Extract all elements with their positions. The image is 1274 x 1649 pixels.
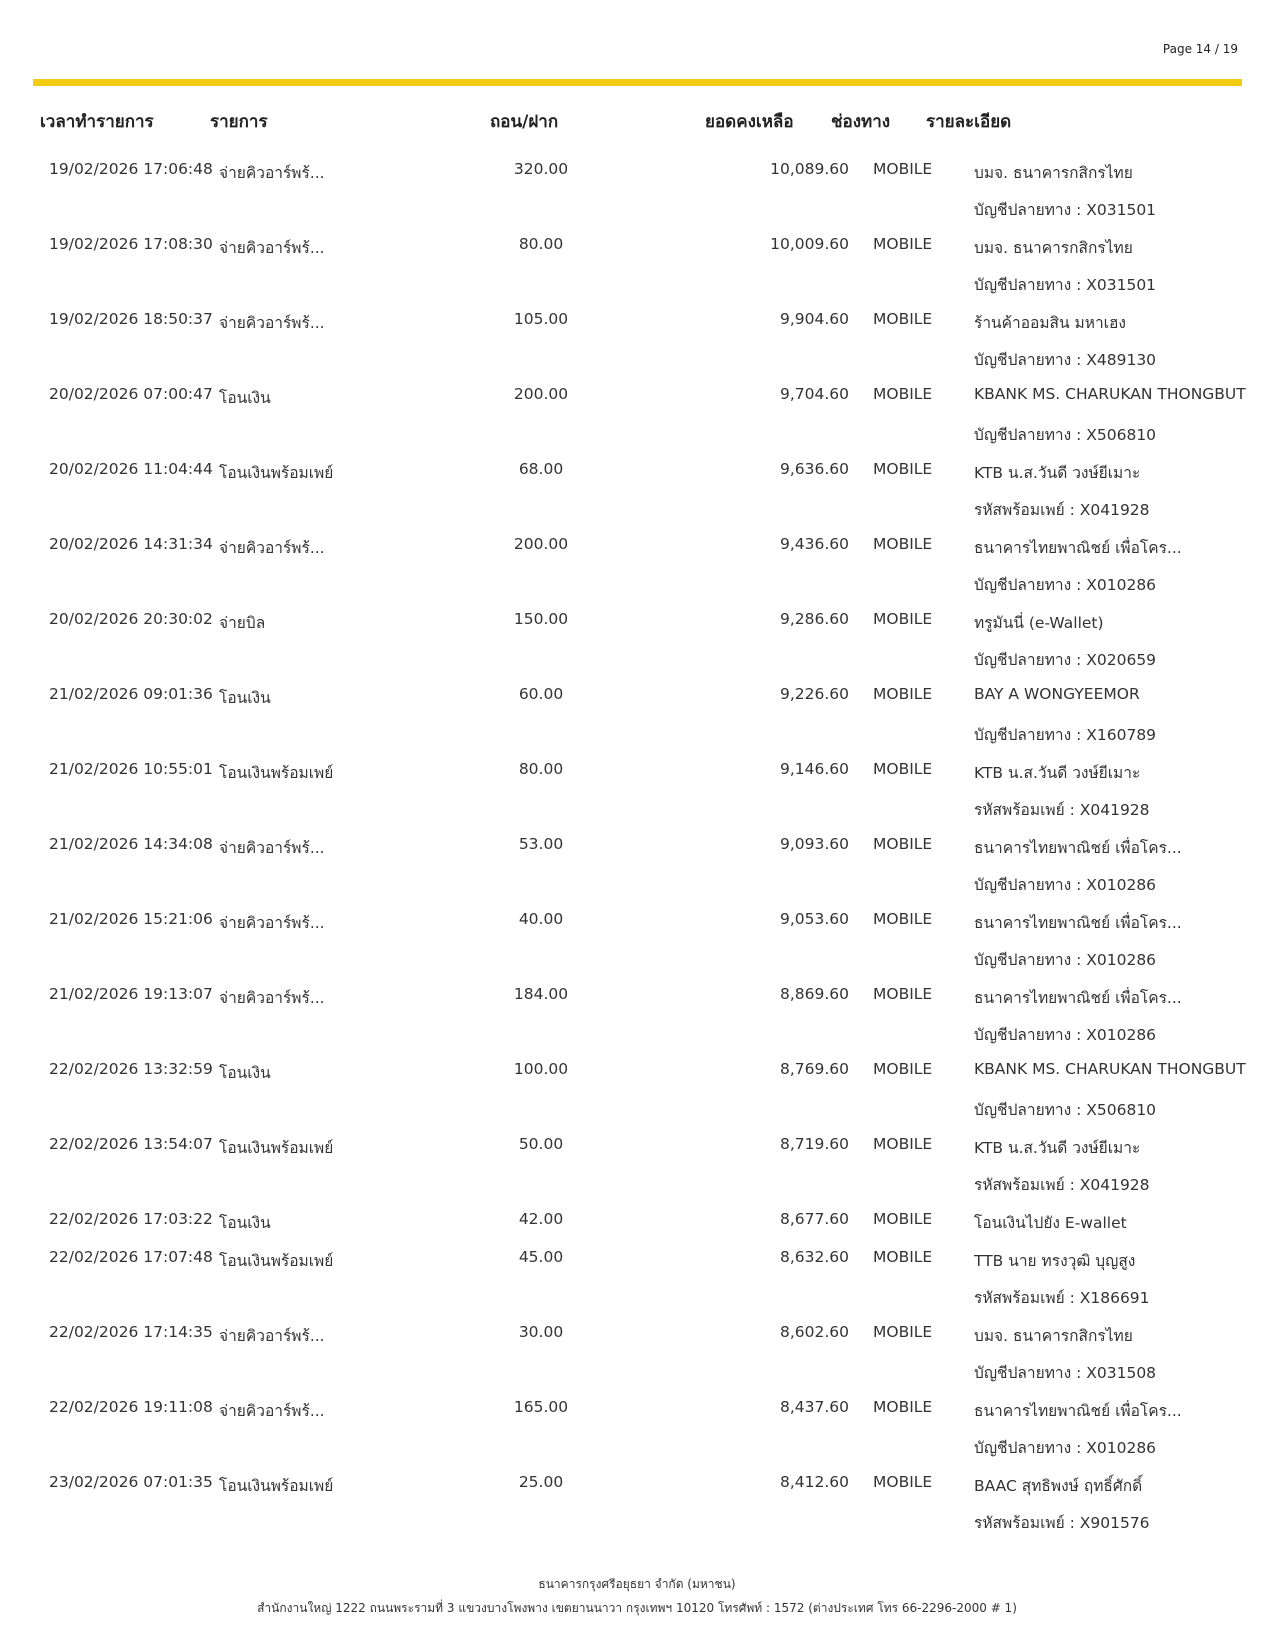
row-detail-account: บัญชีปลายทาง : X489130 [974, 351, 1157, 369]
row-time: 21/02/2026 14:34:08 [49, 835, 213, 853]
row-time: 22/02/2026 17:14:35 [49, 1323, 213, 1341]
header-channel: ช่องทาง [831, 112, 891, 132]
row-channel: MOBILE [873, 685, 933, 703]
row-time: 22/02/2026 17:03:22 [49, 1210, 213, 1228]
row-channel: MOBILE [873, 1060, 933, 1078]
row-detail-account: บัญชีปลายทาง : X506810 [974, 426, 1157, 444]
row-type: โอนเงินพร้อมเพย์ [219, 1477, 334, 1495]
row-channel: MOBILE [873, 535, 933, 553]
row-balance: 8,412.60 [779, 1473, 849, 1491]
row-type: โอนเงินพร้อมเพย์ [219, 464, 334, 482]
table-row [33, 1126, 1242, 1201]
row-channel: MOBILE [873, 760, 933, 778]
row-detail-account: รหัสพร้อมเพย์ : X041928 [974, 1176, 1150, 1194]
row-time: 20/02/2026 14:31:34 [49, 535, 213, 553]
footer-bank-name: ธนาคารกรุงศรีอยุธยา จำกัด (มหาชน) [538, 1577, 736, 1591]
row-balance: 9,053.60 [779, 910, 849, 928]
row-detail: บมจ. ธนาคารกสิกรไทย [974, 239, 1133, 257]
row-channel: MOBILE [873, 310, 933, 328]
row-detail-account: บัญชีปลายทาง : X010286 [974, 576, 1157, 594]
table-row [33, 751, 1242, 826]
row-type: จ่ายคิวอาร์พร้... [219, 839, 325, 857]
row-balance: 9,226.60 [779, 685, 849, 703]
row-detail: KBANK MS. CHARUKAN THONGBUT [974, 1060, 1246, 1078]
row-type: จ่ายคิวอาร์พร้... [219, 1402, 325, 1420]
table-row [33, 226, 1242, 301]
row-amount: 45.00 [518, 1248, 564, 1266]
row-detail: บมจ. ธนาคารกสิกรไทย [974, 1327, 1133, 1345]
row-type: จ่ายคิวอาร์พร้... [219, 989, 325, 1007]
header-balance: ยอดคงเหลือ [705, 112, 794, 132]
row-type: โอนเงิน [219, 1064, 271, 1082]
row-detail: ธนาคารไทยพาณิชย์ เพื่อโคร... [974, 989, 1182, 1007]
row-channel: MOBILE [873, 235, 933, 253]
row-detail: TTB นาย ทรงวุฒิ บุญสูง [974, 1252, 1136, 1270]
row-time: 20/02/2026 11:04:44 [49, 460, 213, 478]
table-row [33, 526, 1242, 601]
table-row [33, 676, 1242, 751]
row-detail: ร้านค้าออมสิน มหาเฮง [974, 314, 1126, 332]
table-row [33, 151, 1242, 226]
row-balance: 9,904.60 [779, 310, 849, 328]
row-time: 22/02/2026 13:32:59 [49, 1060, 213, 1078]
row-type: จ่ายคิวอาร์พร้... [219, 164, 325, 182]
table-row [33, 1314, 1242, 1389]
row-amount: 100.00 [513, 1060, 569, 1078]
row-detail-account: บัญชีปลายทาง : X020659 [974, 651, 1157, 669]
page-number: Page 14 / 19 [1162, 42, 1238, 56]
row-time: 21/02/2026 10:55:01 [49, 760, 213, 778]
row-type: จ่ายคิวอาร์พร้... [219, 539, 325, 557]
table-row [33, 601, 1242, 676]
row-detail-account: บัญชีปลายทาง : X010286 [974, 1026, 1157, 1044]
row-balance: 9,093.60 [779, 835, 849, 853]
row-detail-account: บัญชีปลายทาง : X031508 [974, 1364, 1157, 1382]
table-row [33, 1464, 1242, 1539]
row-channel: MOBILE [873, 610, 933, 628]
table-row [33, 1051, 1246, 1126]
row-time: 20/02/2026 07:00:47 [49, 385, 213, 403]
table-row [33, 301, 1242, 376]
row-time: 19/02/2026 18:50:37 [49, 310, 213, 328]
table-row [33, 826, 1242, 901]
row-detail: ธนาคารไทยพาณิชย์ เพื่อโคร... [974, 539, 1182, 557]
row-balance: 8,719.60 [779, 1135, 849, 1153]
row-detail: KTB น.ส.วันดี วงษ์ยีเมาะ [974, 764, 1141, 782]
row-amount: 320.00 [513, 160, 569, 178]
row-detail: KTB น.ส.วันดี วงษ์ยีเมาะ [974, 464, 1141, 482]
row-amount: 42.00 [518, 1210, 564, 1228]
row-channel: MOBILE [873, 1323, 933, 1341]
row-amount: 165.00 [513, 1398, 569, 1416]
row-channel: MOBILE [873, 1473, 933, 1491]
row-detail-account: รหัสพร้อมเพย์ : X901576 [974, 1514, 1150, 1532]
header-type: รายการ [210, 112, 268, 132]
row-channel: MOBILE [873, 385, 933, 403]
row-channel: MOBILE [873, 160, 933, 178]
row-amount: 200.00 [513, 535, 569, 553]
row-channel: MOBILE [873, 985, 933, 1003]
row-amount: 150.00 [513, 610, 569, 628]
row-channel: MOBILE [873, 1135, 933, 1153]
row-type: จ่ายคิวอาร์พร้... [219, 239, 325, 257]
row-detail-account: บัญชีปลายทาง : X010286 [974, 1439, 1157, 1457]
header-time: เวลาทำรายการ [40, 112, 154, 132]
row-balance: 9,286.60 [779, 610, 849, 628]
row-amount: 30.00 [518, 1323, 564, 1341]
row-amount: 25.00 [518, 1473, 564, 1491]
row-balance: 8,632.60 [779, 1248, 849, 1266]
row-channel: MOBILE [873, 460, 933, 478]
row-time: 19/02/2026 17:08:30 [49, 235, 213, 253]
row-channel: MOBILE [873, 835, 933, 853]
table-row [33, 376, 1246, 451]
table-row [33, 901, 1242, 976]
row-detail: ธนาคารไทยพาณิชย์ เพื่อโคร... [974, 839, 1182, 857]
row-balance: 9,436.60 [779, 535, 849, 553]
row-channel: MOBILE [873, 910, 933, 928]
row-channel: MOBILE [873, 1248, 933, 1266]
row-amount: 50.00 [518, 1135, 564, 1153]
row-amount: 68.00 [518, 460, 564, 478]
row-type: จ่ายคิวอาร์พร้... [219, 914, 325, 932]
row-type: จ่ายคิวอาร์พร้... [219, 314, 325, 332]
row-detail: BAAC สุทธิพงษ์ ฤทธิ์ศักดิ์ [974, 1477, 1143, 1495]
row-amount: 184.00 [513, 985, 569, 1003]
transaction-table [33, 151, 1246, 1539]
row-time: 21/02/2026 15:21:06 [49, 910, 213, 928]
row-detail: โอนเงินไปยัง E-wallet [974, 1214, 1127, 1232]
row-balance: 8,677.60 [779, 1210, 849, 1228]
row-amount: 200.00 [513, 385, 569, 403]
row-balance: 8,869.60 [779, 985, 849, 1003]
row-detail: ธนาคารไทยพาณิชย์ เพื่อโคร... [974, 914, 1182, 932]
row-amount: 80.00 [518, 235, 564, 253]
row-detail: BAY A WONGYEEMOR [974, 685, 1140, 703]
row-balance: 8,769.60 [779, 1060, 849, 1078]
row-time: 21/02/2026 09:01:36 [49, 685, 213, 703]
row-time: 20/02/2026 20:30:02 [49, 610, 213, 628]
table-row [33, 451, 1242, 526]
table-row [33, 976, 1242, 1051]
row-type: จ่ายคิวอาร์พร้... [219, 1327, 325, 1345]
table-row [33, 1389, 1242, 1464]
row-time: 22/02/2026 19:11:08 [49, 1398, 213, 1416]
row-type: โอนเงินพร้อมเพย์ [219, 1252, 334, 1270]
row-type: โอนเงินพร้อมเพย์ [219, 1139, 334, 1157]
row-balance: 8,602.60 [779, 1323, 849, 1341]
row-detail-account: บัญชีปลายทาง : X010286 [974, 951, 1157, 969]
table-row [33, 1239, 1242, 1314]
header-details: รายละเอียด [926, 112, 1012, 132]
row-channel: MOBILE [873, 1210, 933, 1228]
row-balance: 8,437.60 [779, 1398, 849, 1416]
header-accent-bar [33, 79, 1242, 86]
row-detail-account: รหัสพร้อมเพย์ : X041928 [974, 801, 1150, 819]
row-balance: 10,089.60 [770, 160, 849, 178]
row-amount: 105.00 [513, 310, 569, 328]
row-detail-account: บัญชีปลายทาง : X160789 [974, 726, 1157, 744]
row-detail: KBANK MS. CHARUKAN THONGBUT [974, 385, 1246, 403]
row-detail-account: บัญชีปลายทาง : X010286 [974, 876, 1157, 894]
row-amount: 80.00 [518, 760, 564, 778]
row-balance: 10,009.60 [770, 235, 849, 253]
row-detail-account: บัญชีปลายทาง : X031501 [974, 201, 1157, 219]
footer-address: สำนักงานใหญ่ 1222 ถนนพระรามที่ 3 แขวงบางโพงพาง เขตยานนาวา กรุงเทพฯ 10120 โทรศัพท์ : 1572 (ต่างประเทศ โทร 66-2296-2000 # 1) [257, 1601, 1017, 1615]
header-amount: ถอน/ฝาก [490, 112, 559, 132]
row-detail-account: รหัสพร้อมเพย์ : X041928 [974, 501, 1150, 519]
row-time: 19/02/2026 17:06:48 [49, 160, 213, 178]
row-amount: 60.00 [518, 685, 564, 703]
row-detail: KTB น.ส.วันดี วงษ์ยีเมาะ [974, 1139, 1141, 1157]
row-detail-account: บัญชีปลายทาง : X031501 [974, 276, 1157, 294]
row-detail-account: รหัสพร้อมเพย์ : X186691 [974, 1289, 1150, 1307]
row-balance: 9,636.60 [779, 460, 849, 478]
row-balance: 9,704.60 [779, 385, 849, 403]
row-type: โอนเงิน [219, 389, 271, 407]
row-time: 22/02/2026 17:07:48 [49, 1248, 213, 1266]
row-detail-account: บัญชีปลายทาง : X506810 [974, 1101, 1157, 1119]
row-balance: 9,146.60 [779, 760, 849, 778]
row-type: จ่ายบิล [219, 614, 266, 632]
row-time: 22/02/2026 13:54:07 [49, 1135, 213, 1153]
row-detail: บมจ. ธนาคารกสิกรไทย [974, 164, 1133, 182]
row-detail: ทรูมันนี่ (e-Wallet) [974, 614, 1104, 632]
row-type: โอนเงิน [219, 1214, 271, 1232]
row-type: โอนเงินพร้อมเพย์ [219, 764, 334, 782]
row-type: โอนเงิน [219, 689, 271, 707]
row-detail: ธนาคารไทยพาณิชย์ เพื่อโคร... [974, 1402, 1182, 1420]
row-time: 23/02/2026 07:01:35 [49, 1473, 213, 1491]
row-channel: MOBILE [873, 1398, 933, 1416]
row-time: 21/02/2026 19:13:07 [49, 985, 213, 1003]
row-amount: 40.00 [518, 910, 564, 928]
row-amount: 53.00 [518, 835, 564, 853]
table-row [33, 1201, 1242, 1239]
